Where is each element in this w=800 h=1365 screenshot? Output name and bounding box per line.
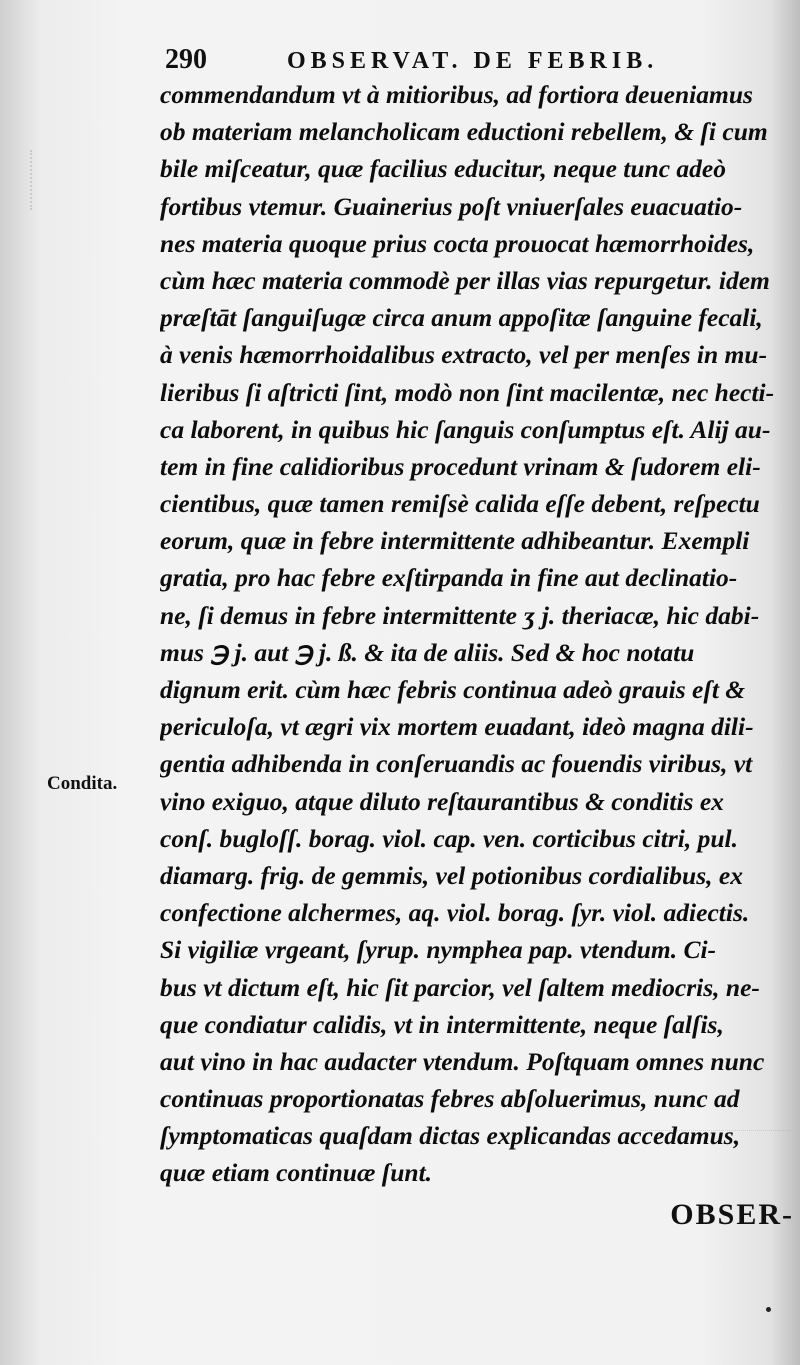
text-line: aut vino in hac audacter vtendum. Poſtquam omnes nunc (160, 1046, 765, 1076)
margin-note: Condita. (47, 773, 118, 794)
text-line: præſtāt ſanguiſugæ circa anum appoſitæ ſanguine fecali, (160, 303, 763, 333)
text-line: gentia adhibenda in conſeruandis ac fouendis viribus, vt (160, 749, 753, 779)
text-line: lieribus ſi aſtricti ſint, modò non ſint macilentæ, nec hecti- (160, 377, 775, 407)
text-line: commendandum vt à mitioribus, ad fortiora deueniamus (160, 80, 753, 109)
text-line: vino exiguo, atque diluto reſtaurantibus & conditis ex (160, 786, 724, 816)
text-line: à venis hæmorrhoidalibus extracto, vel per menſes in mu- (160, 340, 768, 370)
text-line: quæ etiam continuæ ſunt. (160, 1158, 433, 1188)
body-text (160, 76, 790, 1192)
text-line: bile miſceatur, quæ facilius educitur, neque tunc adeò (160, 154, 726, 184)
text-line: periculoſa, vt ægri vix mortem euadant, ideò magna dili- (160, 712, 754, 742)
text-line: tem in fine calidioribus procedunt vrinam & ſudorem eli- (160, 451, 761, 481)
page-number: 290 (165, 44, 207, 75)
text-line: ne, ſi demus in febre intermittente ʒ j. theriacæ, hic dabi- (160, 600, 760, 630)
page-header (165, 42, 765, 78)
text-line: gratia, pro hac febre exſtirpanda in fine aut declinatio- (160, 563, 738, 593)
ink-speck (766, 1307, 771, 1312)
catchword: OBSER- (670, 1198, 794, 1231)
text-line: diamarg. frig. de gemmis, vel potionibus cordialibus, ex (160, 860, 743, 890)
text-line: Si vigiliæ vrgeant, ſyrup. nymphea pap. vtendum. Ci- (160, 935, 717, 965)
text-line: cùm hæc materia commodè per illas vias repurgetur. idem (160, 265, 770, 295)
bleed-through-mark (30, 150, 152, 210)
text-line: fortibus vtemur. Guainerius poſt vniuerſales euacuatio- (160, 191, 743, 221)
text-line: eorum, quæ in febre intermittente adhibeantur. Exempli (160, 526, 750, 556)
text-line: mus ℈ j. aut ℈ j. ß. & ita de aliis. Sed & hoc notatu (160, 637, 695, 667)
text-line: bus vt dictum eſt, hic ſit parcior, vel ſaltem mediocris, ne- (160, 972, 760, 1002)
text-line: ob materiam melancholicam eductioni rebellem, & ſi cum (160, 117, 768, 147)
text-line: nes materia quoque prius cocta prouocat hæmorrhoides, (160, 228, 755, 258)
text-line: conſ. bugloſſ. borag. viol. cap. ven. corticibus citri, pul. (160, 823, 738, 853)
text-line: que condiatur calidis, vt in intermittente, neque ſalſis, (160, 1009, 724, 1039)
text-line: ca laborent, in quibus hic ſanguis conſumptus eſt. Alij au- (160, 414, 771, 444)
text-line: ſymptomaticas quaſdam dictas explicandas accedamus, (160, 1121, 741, 1151)
text-line: continuas proportionatas febres abſoluerimus, nunc ad (160, 1084, 740, 1114)
text-line: cientibus, quæ tamen remiſsè calida eſſe debent, reſpectu (160, 489, 760, 519)
text-line: confectione alchermes, aq. viol. borag. ſyr. viol. adiectis. (160, 898, 750, 928)
text-line: dignum erit. cùm hæc febris continua adeò grauis eſt & (160, 675, 746, 704)
running-head: OBSERVAT. DE FEBRIB. (287, 48, 659, 74)
